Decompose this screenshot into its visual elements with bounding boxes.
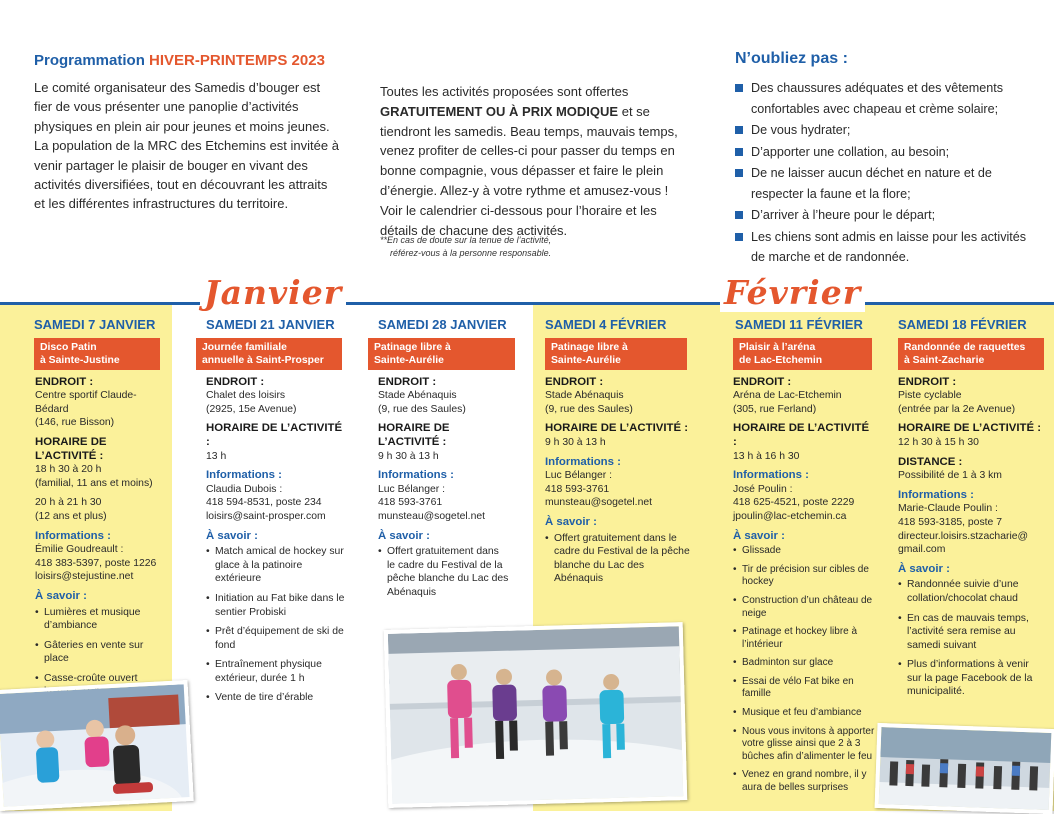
reminder-text: De ne laisser aucun déchet en nature et de respecter la faune et la flore; [751,166,992,201]
informations-label: Informations : [733,469,809,482]
contact-value: Luc Bélanger : 418 593-3761 munsteau@sogetel.net [378,483,486,522]
endroit-label: ENDROIT : [733,375,792,388]
horaire-label: HORAIRE DE L’ACTIVITÉ : [206,422,343,448]
bullet-square-icon [735,169,743,177]
informations-label: Informations : [206,469,282,482]
reminder-text: Des chaussures adéquates et des vêtements confortables avec chapeau et crème solaire; [751,81,1004,116]
activity-title-badge: Patinage libre à Sainte-Aurélie [368,338,515,370]
note-item: • Patinage et hockey libre à l’intérieur [733,626,876,651]
a-savoir-label: À savoir : [733,529,785,542]
reminder-item [735,120,1035,141]
a-savoir-label: À savoir : [545,515,597,528]
reminder-item [735,78,1035,119]
reminder-text: Les chiens sont admis en laisse pour les activités de marche et de randonnée. [751,229,1027,264]
note-item: • Nous vous invitons à apporter votre glisse ainsi que 2 à 3 bûches afin d’alimenter le feu [733,726,876,764]
note-item: • Match amical de hockey sur glace à la patinoire extérieure [206,545,346,586]
column-date: SAMEDI 28 JANVIER [378,317,507,332]
middle-text-bold: GRATUITEMENT OU À PRIX MODIQUE [380,103,619,119]
column-date: SAMEDI 18 FÉVRIER [898,317,1027,332]
contact-value: Luc Bélanger : 418 593-3761 munsteau@sogetel.net [545,470,653,509]
endroit-label: ENDROIT : [545,375,604,388]
note-item: • Offert gratuitement dans le cadre du Festival de la pêche blanche du Lac des Abénaquis [545,532,691,586]
note-item: • Tir de précision sur cibles de hockey [733,564,876,589]
note-item: • Plus d’informations à venir sur la page Facebook de la municipalité. [898,658,1046,699]
middle-text-after: et se tiendront les samedis. Beau temps, mauvais temps, venez profiter de celles-ci pour passer du temps en bonne compagnie, vous dépasser et faire le plein d’énergie. Allez-y à votre rythme et amusez-vous ! Voir le calendrier ci-dessous pour l’horaire et les détails de chacune des activités. [380,103,678,238]
horaire-value-2: 20 h à 21 h 30 (12 ans et plus) [35,497,107,522]
reminders-list [735,78,1035,269]
horaire-value: 9 h 30 à 13 h [378,450,439,462]
note-item: • Entraînement physique extérieur, durée 1 h [206,658,346,685]
horaire-label: HORAIRE DE L’ACTIVITÉ : [545,422,689,435]
photo-disco-skating [0,680,194,811]
note-item: • Lumières et musique d’ambiance [35,606,164,633]
distance-value: Possibilité de 1 à 3 km [898,470,1002,482]
middle-paragraph [380,82,680,240]
endroit-label: ENDROIT : [898,375,957,388]
informations-label: Informations : [378,469,454,482]
intro-title-accent: HIVER-PRINTEMPS 2023 [149,52,325,69]
distance-label: DISTANCE : [898,455,963,468]
notes-list [206,545,346,705]
column-date: SAMEDI 11 FÉVRIER [735,317,863,332]
horaire-label: HORAIRE DE L’ACTIVITÉ : [733,422,870,448]
a-savoir-label: À savoir : [206,529,258,542]
photo-snowshoe-hike [875,723,1054,814]
endroit-label: ENDROIT : [206,375,265,388]
endroit-value: Stade Abénaquis (9, rue des Saules) [378,390,466,415]
bullet-square-icon [735,211,743,219]
endroit-value: Centre sportif Claude-Bédard (146, rue Bisson) [35,390,137,429]
contact-value: José Poulin : 418 625-4521, poste 2229 jpoulin@lac-etchemin.ca [733,483,855,522]
activity-title-badge: Randonnée de raquettes à Saint-Zacharie [898,338,1044,370]
endroit-label: ENDROIT : [378,375,437,388]
reminder-item [735,163,1035,204]
column-date: SAMEDI 4 FÉVRIER [545,317,667,332]
bullet-square-icon [735,148,743,156]
middle-note [380,234,610,260]
calendar-column [721,305,884,811]
month-heading-january: Janvier [200,273,346,312]
column-date: SAMEDI 21 JANVIER [206,317,335,332]
note-item: • Construction d’un château de neige [733,595,876,620]
intro-title [34,52,325,69]
contact-value: Émilie Goudreault : 418 383-5397, poste 1226 loisirs@stejustine.net [35,544,157,583]
notes-list [733,545,876,795]
note-item: • Initiation au Fat bike dans le sentier Probiski [206,592,346,619]
bullet-square-icon [735,84,743,92]
notes-list [898,578,1046,699]
reminder-item [735,142,1035,163]
note-item: • Offert gratuitement dans le cadre du Festival de la pêche blanche du Lac des Abénaquis [378,545,509,599]
photo-free-skating [384,622,688,808]
horaire-value: 13 h à 16 h 30 [733,450,800,462]
note-item: • Badminton sur glace [733,657,876,670]
horaire-value: 9 h 30 à 13 h [545,436,606,448]
a-savoir-label: À savoir : [35,589,87,602]
note-item: • Randonnée suivie d’une collation/chocolat chaud [898,578,1046,605]
reminder-item [735,227,1035,268]
activity-title-badge: Disco Patin à Sainte-Justine [34,338,160,370]
horaire-label: HORAIRE DE L’ACTIVITÉ : [35,435,107,462]
endroit-value: Aréna de Lac-Etchemin (305, rue Ferland) [733,390,842,415]
activity-title-badge: Journée familiale annuelle à Saint-Prosper [196,338,342,370]
contact-value: Marie-Claude Poulin : 418 593-3185, poste 7 directeur.loisirs.stzacharie@ gmail.com [898,503,1029,556]
activity-title-badge: Patinage libre à Sainte-Aurélie [545,338,687,370]
activity-title-badge: Plaisir à l’aréna de Lac-Etchemin [733,338,872,370]
horaire-value: 12 h 30 à 15 h 30 [898,436,979,448]
endroit-value: Stade Abénaquis (9, rue des Saules) [545,390,633,415]
note-item: • Glissade [733,545,876,558]
note-item: • Gâteries en vente sur place [35,639,164,666]
a-savoir-label: À savoir : [378,529,430,542]
bullet-square-icon [735,233,743,241]
note-item: • Musique et feu d’ambiance [733,707,876,720]
horaire-value: 18 h 30 à 20 h (familial, 11 ans et moins) [35,464,153,489]
informations-label: Informations : [35,529,111,542]
endroit-label: ENDROIT : [35,375,94,388]
horaire-value: 13 h [206,450,227,462]
month-heading-february: Février [720,273,865,312]
middle-text-before: Toutes les activités proposées sont offertes [380,84,629,99]
intro-title-plain: Programmation [34,52,150,69]
column-date: SAMEDI 7 JANVIER [34,317,156,332]
note-item: • Vente de tire d’érable [206,691,346,705]
note-item: • Casse-croûte ouvert [35,672,164,699]
note-item: • Essai de vélo Fat bike en famille [733,676,876,701]
horaire-label: HORAIRE DE L’ACTIVITÉ : [378,422,450,448]
notes-list [545,532,691,586]
contact-value: Claudia Dubois : 418 594-8531, poste 234 loisirs@saint-prosper.com [206,483,326,522]
reminder-text: D’arriver à l’heure pour le départ; [751,208,936,222]
endroit-value: Piste cyclable (entrée par la 2e Avenue) [898,390,1016,415]
horaire-label: HORAIRE DE L’ACTIVITÉ : [898,422,1042,435]
informations-label: Informations : [545,455,621,468]
reminder-item [735,205,1035,226]
reminders-title: N’oubliez pas : [735,50,848,67]
note-item: • Prêt d’équipement de ski de fond [206,625,346,652]
note-item: • Venez en grand nombre, il y aura de belles surprises [733,769,876,794]
informations-label: Informations : [898,488,974,501]
notes-list [378,545,509,599]
reminder-text: De vous hydrater; [751,123,851,137]
middle-note-line1: **En cas de doute sur la tenue de l’activité, [380,235,552,245]
a-savoir-label: À savoir : [898,562,950,575]
calendar-column [172,305,354,811]
intro-paragraph: Le comité organisateur des Samedis d’bouger est fier de vous présenter une panoplie d’activités physiques en plein air pour jeunes et moins jeunes. La population de la MRC des Etchemins est invitée à venir partager le plaisir de bouger en vivant des activités diversifiées, tout en découvrant les attraits et les différentes infrastructures du territoire. [34,80,339,212]
note-item: • En cas de mauvais temps, l’activité sera remise au samedi suivant [898,612,1046,653]
endroit-value: Chalet des loisirs (2925, 15e Avenue) [206,390,297,415]
reminder-text: D’apporter une collation, au besoin; [751,144,950,159]
middle-note-line2: référez-vous à la personne responsable. [390,248,552,258]
bullet-square-icon [735,126,743,134]
